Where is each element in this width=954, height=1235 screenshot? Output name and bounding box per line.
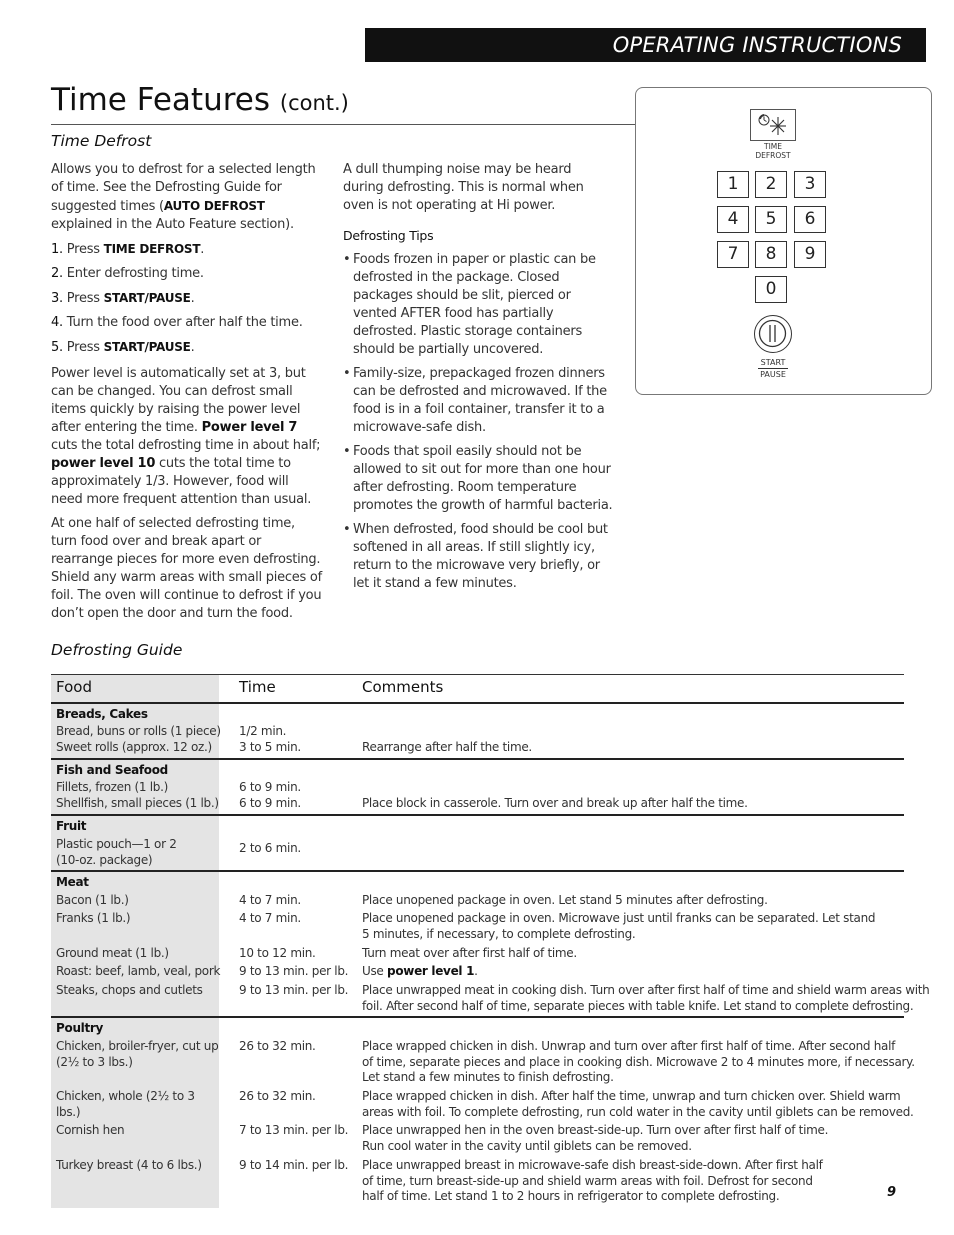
section-banner: OPERATING INSTRUCTIONS [365,28,926,62]
step-number: 1. [51,242,67,257]
time-defrost-label [736,142,810,160]
time-value: 2 to 6 min. [239,841,301,855]
food-item: Plastic pouch—1 or 2 [56,837,177,851]
comment-line-2: foil. After second half of time, separate pieces with table knife. Let stand to complete defrosting. [362,999,914,1013]
group-label: Poultry [56,1021,104,1035]
comment: Place unwrapped hen in the oven breast-side-up. Turn over after first half of time. [362,1123,829,1137]
step-number: 2. [51,266,67,281]
comment: Place unopened package in oven. Microwave just until franks can be separated. Let stand [362,911,876,925]
group-label: Fruit [56,819,87,833]
step-key: TIME DEFROST [103,242,201,256]
food-item-detail: (2½ to 3 lbs.) [56,1055,133,1069]
power-level-7: Power level 7 [201,420,298,435]
tip-item: • Foods frozen in paper or plastic can be defrosted in the package. Closed packages should be slit, pierced or vented AFTER food has partially defrosted. Plastic storage containers should be partially uncovered. [343,251,613,359]
page-number: 9 [887,1185,897,1200]
food-item: Fillets, frozen (1 lb.) [56,780,169,794]
time-value: 3 to 5 min. [239,740,301,754]
time-value: 1/2 min. [239,724,287,738]
step-item [51,314,323,332]
comment: Place unwrapped breast in microwave-safe dish breast-side-down. After first half [362,1158,823,1172]
time-defrost-button[interactable] [750,109,796,141]
defrosting-guide-heading: Defrosting Guide [51,641,183,659]
step-text: Press [66,242,104,257]
food-group-name [56,707,148,723]
start-label: START [760,358,786,367]
header-rule [51,702,904,704]
food-item: Roast: beef, lamb, veal, pork [56,964,221,978]
number-key-2[interactable]: 2 [755,171,787,198]
column-header-comments: Comments [362,678,444,696]
step-number: 3. [51,291,67,306]
comment: Rearrange after half the time. [362,740,532,754]
food-item: Sweet rolls (approx. 12 oz.) [56,740,212,754]
pause-label: PAUSE [760,370,786,379]
food-item: Turkey breast (4 to 6 lbs.) [56,1158,202,1172]
number-key-7[interactable]: 7 [717,241,749,268]
step-text-end: . [200,242,205,257]
food-item: Bread, buns or rolls (1 piece) [56,724,221,738]
time-label: TIME [763,142,782,151]
tips-heading: Defrosting Tips [343,228,434,243]
title-cont: (cont.) [279,91,349,115]
start-pause-label [736,357,810,380]
comment: Place wrapped chicken in dish. After half the time, unwrap and turn chicken over. Shield warm [362,1089,901,1103]
time-value: 4 to 7 min. [239,893,301,907]
comment-key: power level 1 [387,964,475,978]
number-key-6[interactable]: 6 [794,206,826,233]
comment-line-2: Run cool water in the cavity until giblets can be removed. [362,1139,692,1153]
time-value: 6 to 9 min. [239,796,301,810]
tip-item: • Family-size, prepackaged frozen dinners can be defrosted and microwaved. If the food is in a foil container, transfer it to a microwave-safe dish. [343,365,613,437]
food-item: Chicken, broiler-fryer, cut up [56,1039,219,1053]
step-item [51,265,323,283]
comment: Place block in casserole. Turn over and break up after half the time. [362,796,748,810]
food-group-name [56,1021,103,1037]
group-label: Breads, Cakes [56,707,148,721]
food-group-name [56,763,168,779]
row-divider [51,758,904,760]
step-text: Press [66,340,104,355]
food-item: Chicken, whole (2½ to 3 lbs.) [56,1089,195,1119]
step-number: 5. [51,340,67,355]
table-top-rule [51,674,904,675]
food-item: Shellfish, small pieces (1 lb.) [56,796,219,810]
row-divider [51,1016,904,1018]
food-item: Cornish hen [56,1123,125,1137]
tips-list [343,251,613,593]
number-key-8[interactable]: 8 [755,241,787,268]
comment-line-2: 5 minutes, if necessary, to complete defrosting. [362,927,636,941]
tip-item: • Foods that spoil easily should not be allowed to sit out for more than one hour after defrosting. Room temperature promotes the growth of harmful bacteria. [343,443,613,515]
time-value: 26 to 32 min. [239,1039,316,1053]
time-value: 6 to 9 min. [239,780,301,794]
time-defrost-heading: Time Defrost [51,132,152,150]
time-value: 9 to 14 min. per lb. [239,1158,349,1172]
step-text-end: . [190,291,195,306]
control-panel [635,87,932,395]
title-main: Time Features [51,82,271,118]
clock-snowflake-icon [751,110,795,140]
number-key-0[interactable]: 0 [755,276,787,303]
step-key: START/PAUSE [103,291,191,305]
food-item: Bacon (1 lb.) [56,893,129,907]
title-rule [51,124,635,125]
power-text: Power level is automatically set at 3, but can be changed. You can defrost small items quickly by raising the power level after entering the time. [51,366,306,435]
number-key-5[interactable]: 5 [755,206,787,233]
step-key: START/PAUSE [103,340,191,354]
group-label: Fish and Seafood [56,763,168,777]
step-text: Turn the food over after half the time. [66,315,303,330]
step-text: Press [66,291,104,306]
left-column [51,161,323,629]
number-key-9[interactable]: 9 [794,241,826,268]
step-number: 4. [51,315,67,330]
comment-text-end: . [474,964,478,978]
comment-line-2: of time, separate pieces and place in cooking dish. Microwave 2 to 4 minutes more, if necessary. [362,1055,915,1069]
comment [362,964,478,980]
comment: Place unwrapped meat in cooking dish. Turn over after first half of time and shield warm areas with [362,983,930,997]
time-value: 26 to 32 min. [239,1089,316,1103]
comment: Place wrapped chicken in dish. Unwrap and turn over after first half of time. After second half [362,1039,896,1053]
power-icon [755,316,790,351]
step-text: Enter defrosting time. [66,266,204,281]
row-divider [51,814,904,816]
comment-line-3: half of time. Let stand 1 to 2 hours in refrigerator to complete defrosting. [362,1189,780,1203]
time-value: 10 to 12 min. [239,946,316,960]
power-text-2: cuts the total defrosting time in about half; [51,438,321,453]
food-group-name [56,819,86,835]
column-header-time: Time [239,678,276,696]
intro-text-end: explained in the Auto Feature section). [51,217,294,232]
comment-line-2: areas with foil. To complete defrosting, run cold water in the cavity until giblets can be removed. [362,1105,914,1119]
defrosting-guide-table [51,674,930,1208]
intro-text: Allows you to defrost for a selected length of time. See the Defrosting Guide for suggested times ( [51,162,316,214]
number-key-4[interactable]: 4 [717,206,749,233]
step-text-end: . [190,340,195,355]
number-key-1[interactable]: 1 [717,171,749,198]
step-item [51,338,323,357]
time-value: 9 to 13 min. per lb. [239,983,349,997]
power-paragraph [51,365,323,509]
start-pause-button[interactable] [754,315,792,353]
step-item [51,289,323,308]
noise-paragraph: A dull thumping noise may be heard during defrosting. This is normal when oven is not operating at Hi power. [343,162,584,213]
food-group-name [56,875,89,891]
page-title [51,82,349,118]
column-header-food: Food [56,678,92,696]
middle-column [343,161,613,599]
group-label: Meat [56,875,89,889]
steps-list [51,240,323,357]
time-value: 4 to 7 min. [239,911,301,925]
step-item [51,240,323,259]
half-time-paragraph: At one half of selected defrosting time, turn food over and break apart or rearrange pieces for more even defrosting. Shield any warm areas with small pieces of foil. The oven will continue to defrost if you don’t open the door and turn the food. [51,516,322,621]
comment-line-2: of time, turn breast-side-up and shield warm areas with foil. Defrost for second [362,1174,813,1188]
number-key-3[interactable]: 3 [794,171,826,198]
power-level-10: power level 10 [51,456,156,471]
row-divider [51,870,904,872]
comment-line-3: Let stand a few minutes to finish defrosting. [362,1070,614,1084]
tip-item: • When defrosted, food should be cool but softened in all areas. If still slightly icy, return to the microwave very briefly, or let it stand a few minutes. [343,521,613,593]
power-text-3: cuts the total time to approximately 1/3. However, food will need more frequent attention than usual. [51,456,312,507]
food-item: Steaks, chops and cutlets [56,983,203,997]
intro-key: AUTO DEFROST [163,199,265,213]
food-item: Ground meat (1 lb.) [56,946,169,960]
comment: Place unopened package in oven. Let stand 5 minutes after defrosting. [362,893,768,907]
comment-text: Use [362,964,388,978]
time-value: 9 to 13 min. per lb. [239,964,349,978]
food-item-detail: (10-oz. package) [56,853,153,867]
food-item: Franks (1 lb.) [56,911,131,925]
defrost-label: DEFROST [755,151,791,160]
time-value: 7 to 13 min. per lb. [239,1123,349,1137]
intro-paragraph [51,161,323,234]
comment: Turn meat over after first half of time. [362,946,577,960]
